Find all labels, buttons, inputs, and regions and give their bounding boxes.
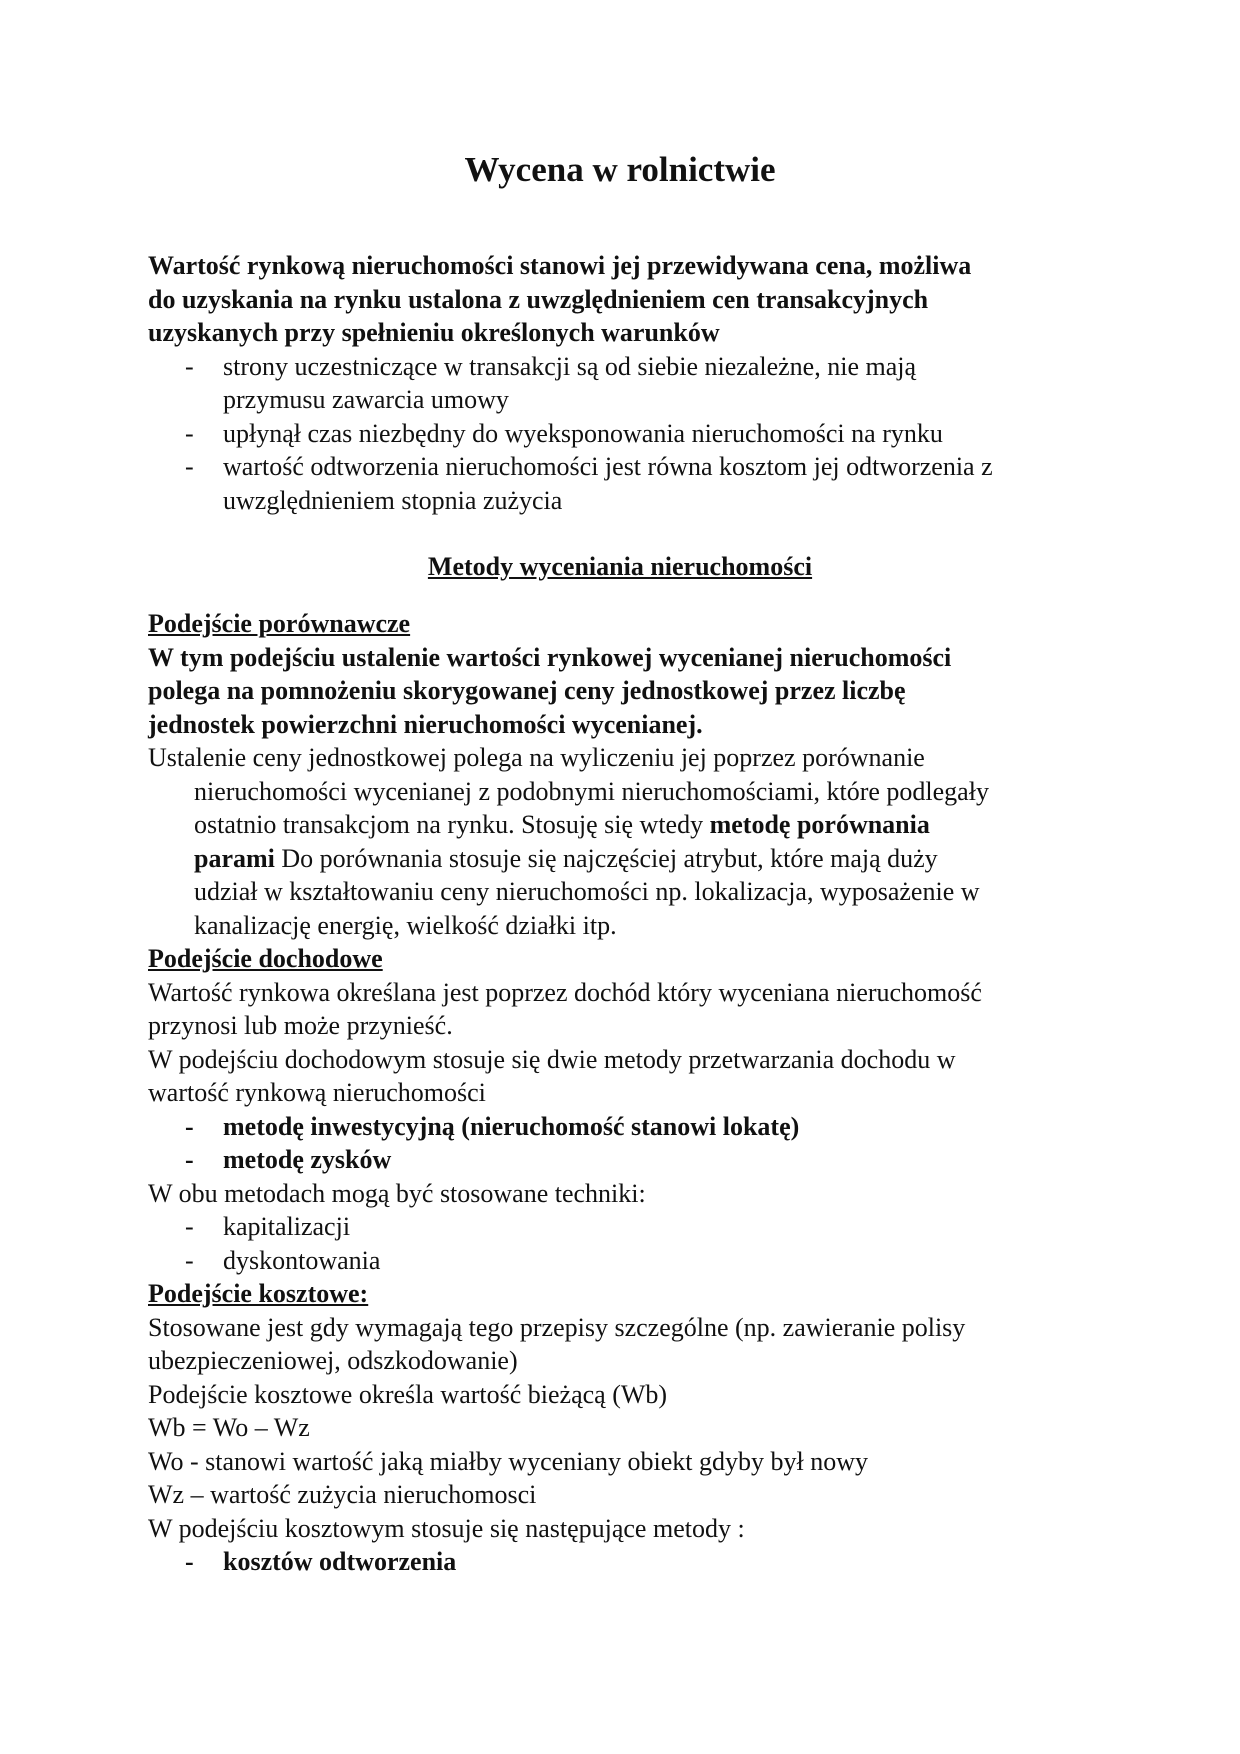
bullet-text: metodę inwestycyjną (nieruchomość stanowi lokatę) — [223, 1111, 800, 1141]
bullet-text: upłynął czas niezbędny do wyeksponowania nieruchomości na rynku — [223, 418, 943, 448]
comparative-paragraph-line — [148, 808, 1108, 842]
comparative-paragraph-line: kanalizację energię, wielkość działki itp. — [194, 910, 617, 940]
intro-line: do uzyskania na rynku ustalona z uwzględnieniem cen transakcyjnych — [148, 284, 929, 314]
comparative-paragraph-line: nieruchomości wycenianej z podobnymi nieruchomościami, które podlegały — [194, 776, 989, 806]
bullet-text: kapitalizacji — [223, 1212, 351, 1241]
intro-section — [148, 249, 1108, 517]
dash-marker: - — [185, 351, 194, 381]
paragraph-bold-term: metodę porównania — [709, 810, 930, 839]
cost-heading: Podejście kosztowe: — [148, 1279, 369, 1308]
cost-formula: Wb = Wo – Wz — [148, 1413, 310, 1442]
bullet-text: wartość odtworzenia nieruchomości jest równa kosztom jej odtworzenia z — [223, 452, 993, 481]
bullet-text: przymusu zawarcia umowy — [223, 385, 509, 414]
dash-marker: - — [185, 1547, 194, 1576]
cost-line: W podejściu kosztowym stosuje się następujące metody : — [148, 1513, 745, 1543]
comparative-bold-line: jednostek powierzchni nieruchomości wycenianej. — [148, 709, 703, 739]
cost-line: Wz – wartość zużycia nieruchomosci — [148, 1480, 537, 1509]
dash-marker: - — [185, 1111, 194, 1141]
income-heading: Podejście dochodowe — [148, 944, 383, 973]
paragraph-text: ostatnio transakcjom na rynku. Stosuję się wtedy — [194, 810, 710, 839]
comparative-bold-line: polega na pomnożeniu skorygowanej ceny jednostkowej przez liczbę — [148, 676, 906, 705]
income-line: wartość rynkową nieruchomości — [148, 1078, 486, 1107]
dash-marker: - — [185, 452, 194, 481]
comparative-heading: Podejście porównawcze — [148, 609, 411, 638]
income-line: Wartość rynkowa określana jest poprzez dochód który wyceniana nieruchomość — [148, 977, 982, 1007]
techniques-intro: W obu metodach mogą być stosowane techniki: — [148, 1178, 646, 1208]
cost-line: Podejście kosztowe określa wartość bieżącą (Wb) — [148, 1379, 668, 1409]
paragraph-text: Do porównania stosuje się najczęściej atrybut, które mają duży — [274, 843, 938, 873]
dash-marker: - — [185, 1212, 194, 1241]
dash-marker: - — [185, 418, 194, 448]
bullet-text: kosztów odtworzenia — [223, 1547, 457, 1576]
condition-bullet — [148, 350, 1108, 417]
comparative-bold-line: W tym podejściu ustalenie wartości rynkowej wycenianej nieruchomości — [148, 642, 952, 672]
cost-line: Stosowane jest gdy wymagają tego przepisy szczególne (np. zawieranie polisy — [148, 1312, 966, 1342]
technique-bullet — [148, 1210, 1108, 1244]
cost-line: ubezpieczeniowej, odszkodowanie) — [148, 1346, 518, 1375]
condition-bullet — [148, 450, 1108, 517]
bullet-text: dyskontowania — [223, 1245, 381, 1275]
income-method-bullet — [148, 1143, 1108, 1177]
income-line: przynosi lub może przynieść. — [148, 1011, 453, 1040]
dash-marker: - — [185, 1145, 194, 1174]
bullet-text: metodę zysków — [223, 1145, 392, 1174]
bullet-text: uwzględnieniem stopnia zużycia — [223, 485, 563, 515]
cost-line: Wo - stanowi wartość jaką miałby wyceniany obiekt gdyby był nowy — [148, 1446, 868, 1476]
paragraph-bold-term: parami — [194, 843, 275, 873]
bullet-text: strony uczestniczące w transakcji są od siebie niezależne, nie mają — [223, 351, 917, 381]
income-line: W podejściu dochodowym stosuje się dwie metody przetwarzania dochodu w — [148, 1044, 956, 1074]
comparative-paragraph-line: Ustalenie ceny jednostkowej polega na wyliczeniu jej poprzez porównanie — [148, 743, 925, 772]
methods-heading: Metody wyceniania nieruchomości — [427, 552, 813, 581]
condition-bullet — [148, 417, 1108, 451]
income-method-bullet — [148, 1110, 1108, 1144]
technique-bullet — [148, 1244, 1108, 1278]
approaches-section — [148, 607, 1108, 1579]
dash-marker: - — [185, 1245, 194, 1275]
document-title: Wycena w rolnictwie — [464, 150, 776, 189]
intro-line: uzyskanych przy spełnieniu określonych warunków — [148, 318, 720, 347]
comparative-paragraph-line — [148, 842, 1108, 876]
cost-method-bullet — [148, 1545, 1108, 1579]
comparative-paragraph-line: udział w kształtowaniu ceny nieruchomości np. lokalizacja, wyposażenie w — [194, 877, 980, 906]
intro-line: Wartość rynkową nieruchomości stanowi jej przewidywana cena, możliwa — [148, 251, 972, 280]
